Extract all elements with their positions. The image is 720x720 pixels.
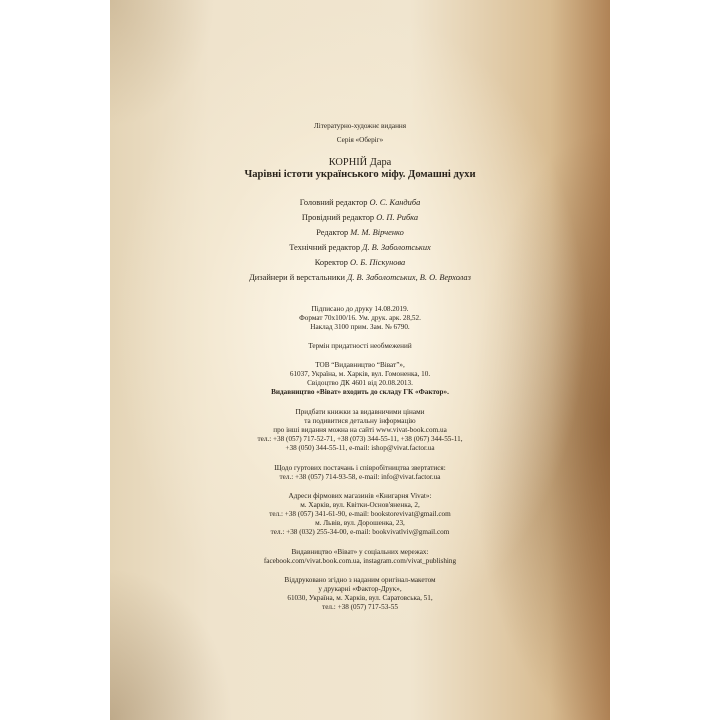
series-label: Серія «Оберіг» — [336, 136, 384, 144]
publisher-certificate: Свідоцтво ДК 4601 від 20.08.2013. — [307, 379, 413, 387]
buy-info-website: про інші видання можна на сайті www.vivat-book.com.ua — [273, 426, 447, 434]
wholesale-heading: Щодо гуртових постачань і співробітництва звертатися: — [274, 464, 446, 472]
printing-line: Віддруковано згідно з наданим оригінал-макетом — [284, 576, 436, 584]
publisher-address: 61037, Україна, м. Харків, вул. Гомоненка, 10. — [289, 370, 431, 378]
genre-label: Літературно-художнє видання — [313, 122, 407, 130]
printing-house: у друкарні «Фактор-Друк», — [318, 585, 402, 593]
credit-proofreader: Коректор О. Б. Піскунова — [314, 258, 406, 267]
stores-heading: Адреси фірмових магазинів «Книгарня Vivat»: — [288, 492, 432, 500]
book-title: Чарівні істоти українського міфу. Домашні духи — [244, 169, 476, 180]
colophon-page — [110, 0, 610, 720]
print-format: Формат 70х100/16. Ум. друк. арк. 28,52. — [299, 314, 421, 322]
buy-info-line: та подивитися детальну інформацію — [304, 417, 416, 425]
wholesale-contact: тел.: +38 (057) 714-93-58, e-mail: info@vivat.factor.ua — [279, 473, 441, 481]
social-heading: Видавництво «Віват» у соціальних мережах: — [291, 548, 429, 556]
store-kharkiv-address: м. Харків, вул. Квітки-Основ'яненка, 2, — [300, 501, 420, 509]
publisher-group: Видавництво «Віват» входить до складу ГК «Фактор». — [271, 388, 449, 396]
author-name: КОРНІЙ Дара — [328, 157, 392, 168]
print-signed-date: Підписано до друку 14.08.2019. — [311, 305, 409, 313]
printing-phone: тел.: +38 (057) 717-53-55 — [322, 603, 398, 611]
store-kharkiv-contact: тел.: +38 (057) 341-61-90, e-mail: bookstorevivat@gmail.com — [269, 510, 451, 518]
social-links: facebook.com/vivat.book.com.ua, instagram.com/vivat_publishing — [263, 557, 457, 565]
store-lviv-address: м. Львів, вул. Дорошенка, 23, — [315, 519, 405, 527]
credit-designers: Дизайнери й верстальники Д. В. Заболотських, В. О. Верхолаз — [249, 273, 471, 282]
credit-tech-editor: Технічний редактор Д. В. Заболотських — [289, 243, 431, 252]
buy-info-phones: тел.: +38 (057) 717-52-71, +38 (073) 344-55-11, +38 (067) 344-55-11, — [257, 435, 463, 443]
credit-editor: Редактор М. М. Вірченко — [316, 228, 404, 237]
buy-info-email: +38 (050) 344-55-11, e-mail: ishop@vivat.factor.ua — [285, 444, 435, 452]
shelf-life: Термін придатності необмежений — [308, 342, 412, 350]
print-run: Наклад 3100 прим. Зам. № 6790. — [310, 323, 410, 331]
publisher-name: ТОВ “Видавництво “Віват”», — [315, 361, 405, 369]
credit-chief-editor: Головний редактор О. С. Кандиба — [299, 198, 421, 207]
credit-lead-editor: Провідний редактор О. П. Рибка — [301, 213, 419, 222]
buy-info-line: Придбати книжки за видавничими цінами — [295, 408, 425, 416]
store-lviv-contact: тел.: +38 (032) 255-34-00, e-mail: bookvivatlviv@gmail.com — [270, 528, 450, 536]
printing-address: 61030, Україна, м. Харків, вул. Саратовська, 51, — [287, 594, 433, 602]
